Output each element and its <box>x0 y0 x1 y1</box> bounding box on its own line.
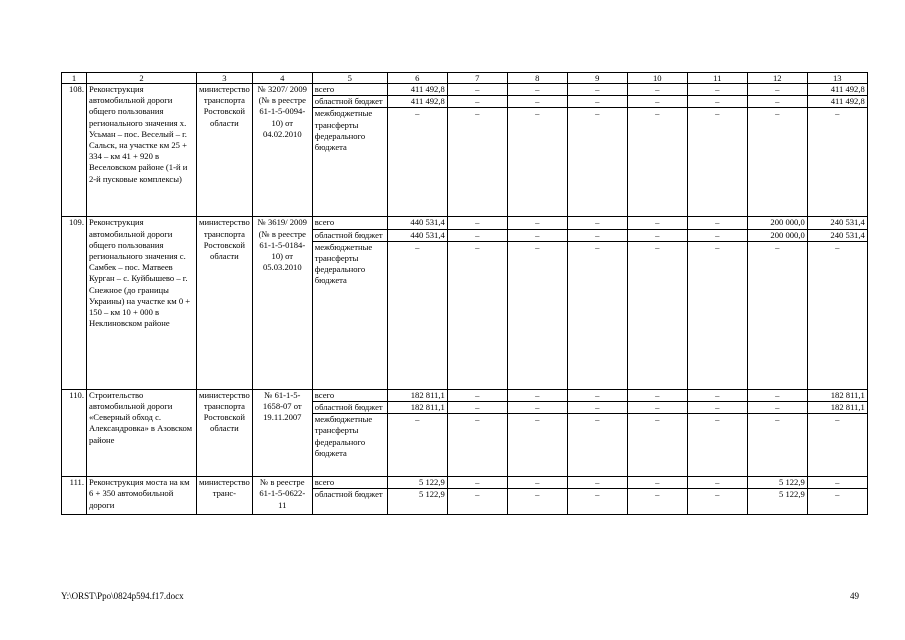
row-number: 110. <box>62 389 87 476</box>
project-name: Реконструкция моста на км 6 + 350 автомобильной дороги <box>87 477 197 515</box>
funding-value: 411 492,8 <box>807 84 867 96</box>
funding-value: – <box>687 96 747 108</box>
funding-value: – <box>627 389 687 401</box>
customer: министерство транс- <box>197 477 253 515</box>
project-name: Реконструкция автомобильной дороги общего пользования регионального значения х. Усьман – пос. Веселый – г. Сальск, на участке км 25 + 334 – км 41 + 920 в Веселовском районе (1-й и 2-й пусковые комплексы) <box>87 84 197 217</box>
funding-value: – <box>507 96 567 108</box>
column-header: 1 <box>62 73 87 84</box>
table-row <box>62 84 868 96</box>
column-header: 12 <box>747 73 807 84</box>
funding-value: 182 811,1 <box>807 389 867 401</box>
funding-value: – <box>567 96 627 108</box>
column-header: 11 <box>687 73 747 84</box>
funding-value: – <box>447 84 507 96</box>
budget-table <box>61 72 868 515</box>
funding-source: областной бюджет <box>312 229 387 241</box>
funding-value: – <box>627 402 687 414</box>
column-header: 5 <box>312 73 387 84</box>
row-number: 109. <box>62 217 87 389</box>
funding-value: 182 811,1 <box>387 389 447 401</box>
column-header: 4 <box>252 73 312 84</box>
funding-value: – <box>747 108 807 217</box>
column-header: 10 <box>627 73 687 84</box>
funding-value: – <box>447 229 507 241</box>
funding-value: – <box>507 241 567 389</box>
funding-value: – <box>507 402 567 414</box>
funding-value: 440 531,4 <box>387 217 447 229</box>
funding-value: 5 122,9 <box>747 477 807 489</box>
funding-value: – <box>687 108 747 217</box>
customer: министерство транспорта Ростовской области <box>197 217 253 389</box>
funding-value: – <box>507 389 567 401</box>
funding-value: – <box>507 489 567 515</box>
funding-value: – <box>447 402 507 414</box>
funding-value: – <box>567 489 627 515</box>
funding-value: 200 000,0 <box>747 229 807 241</box>
funding-value: – <box>567 389 627 401</box>
funding-value: – <box>627 477 687 489</box>
funding-value: – <box>687 477 747 489</box>
funding-source: межбюджетные трансферты федерального бюджета <box>312 414 387 477</box>
funding-value: 411 492,8 <box>387 84 447 96</box>
funding-source: всего <box>312 217 387 229</box>
funding-value: – <box>387 414 447 477</box>
funding-value: – <box>387 108 447 217</box>
funding-value: – <box>567 241 627 389</box>
row-number: 111. <box>62 477 87 515</box>
funding-value: 200 000,0 <box>747 217 807 229</box>
funding-value: – <box>627 489 687 515</box>
funding-value: – <box>807 489 867 515</box>
registry-document: № 3619/ 2009 (№ в реестре 61-1-5-0184- 10) от 05.03.2010 <box>252 217 312 389</box>
funding-value: – <box>507 108 567 217</box>
funding-value: 240 531,4 <box>807 217 867 229</box>
funding-value: 182 811,1 <box>807 402 867 414</box>
funding-value: 440 531,4 <box>387 229 447 241</box>
funding-value: – <box>687 241 747 389</box>
funding-value: – <box>447 96 507 108</box>
funding-source: всего <box>312 84 387 96</box>
funding-value: – <box>567 477 627 489</box>
column-header: 9 <box>567 73 627 84</box>
funding-value: – <box>507 229 567 241</box>
funding-value: – <box>627 108 687 217</box>
funding-value: – <box>807 414 867 477</box>
funding-value: – <box>627 84 687 96</box>
page-number: 49 <box>850 591 859 601</box>
funding-value: – <box>747 402 807 414</box>
funding-value: – <box>747 96 807 108</box>
funding-value: – <box>507 477 567 489</box>
funding-value: – <box>447 108 507 217</box>
table-row <box>62 389 868 401</box>
funding-value: 240 531,4 <box>807 229 867 241</box>
funding-value: – <box>807 477 867 489</box>
table-header-row <box>62 73 868 84</box>
funding-value: – <box>687 217 747 229</box>
funding-value: – <box>747 241 807 389</box>
funding-value: – <box>447 241 507 389</box>
funding-value: – <box>447 414 507 477</box>
funding-value: 5 122,9 <box>747 489 807 515</box>
funding-value: 5 122,9 <box>387 489 447 515</box>
project-name: Строительство автомобильной дороги «Северный обход с. Александровка» в Азовском районе <box>87 389 197 476</box>
funding-value: – <box>687 84 747 96</box>
funding-value: – <box>507 84 567 96</box>
funding-value: – <box>567 84 627 96</box>
funding-source: областной бюджет <box>312 489 387 515</box>
funding-value: – <box>567 402 627 414</box>
column-header: 3 <box>197 73 253 84</box>
funding-value: – <box>567 217 627 229</box>
funding-value: – <box>447 477 507 489</box>
funding-value: 411 492,8 <box>387 96 447 108</box>
row-number: 108. <box>62 84 87 217</box>
funding-value: – <box>687 389 747 401</box>
column-header: 13 <box>807 73 867 84</box>
funding-value: – <box>567 229 627 241</box>
funding-value: – <box>687 414 747 477</box>
funding-value: – <box>627 229 687 241</box>
funding-value: – <box>567 108 627 217</box>
registry-document: № в реестре 61-1-5-0622- 11 <box>252 477 312 515</box>
funding-value: – <box>627 217 687 229</box>
funding-value: 182 811,1 <box>387 402 447 414</box>
funding-value: – <box>687 402 747 414</box>
funding-value: – <box>567 414 627 477</box>
funding-value: – <box>747 414 807 477</box>
column-header: 7 <box>447 73 507 84</box>
funding-source: областной бюджет <box>312 402 387 414</box>
funding-value: – <box>627 96 687 108</box>
project-name: Реконструкция автомобильной дороги общего пользования регионального значения с. Самбек – пос. Матвеев Курган – с. Куйбышево – г. Снежное (до границы Украины) на участке км 0 + 150 – км 10 + 000 в Неклиновском районе <box>87 217 197 389</box>
funding-value: – <box>687 229 747 241</box>
funding-value: 411 492,8 <box>807 96 867 108</box>
funding-value: – <box>507 217 567 229</box>
funding-value: – <box>747 84 807 96</box>
funding-value: – <box>627 241 687 389</box>
table-row <box>62 477 868 489</box>
funding-value: – <box>447 389 507 401</box>
funding-value: – <box>627 414 687 477</box>
funding-source: всего <box>312 477 387 489</box>
funding-source: межбюджетные трансферты федерального бюджета <box>312 241 387 389</box>
funding-value: – <box>747 389 807 401</box>
registry-document: № 61-1-5- 1658-07 от 19.11.2007 <box>252 389 312 476</box>
funding-value: – <box>807 241 867 389</box>
funding-value: – <box>507 414 567 477</box>
funding-source: всего <box>312 389 387 401</box>
registry-document: № 3207/ 2009 (№ в реестре 61-1-5-0094- 10) от 04.02.2010 <box>252 84 312 217</box>
funding-value: – <box>447 217 507 229</box>
funding-value: – <box>807 108 867 217</box>
footer-file-path: Y:\ORST\Ppo\0824p594.f17.docx <box>61 591 184 601</box>
funding-value: 5 122,9 <box>387 477 447 489</box>
funding-value: – <box>687 489 747 515</box>
column-header: 6 <box>387 73 447 84</box>
funding-source: межбюджетные трансферты федерального бюджета <box>312 108 387 217</box>
column-header: 2 <box>87 73 197 84</box>
customer: министерство транспорта Ростовской области <box>197 389 253 476</box>
table-row <box>62 217 868 229</box>
funding-source: областной бюджет <box>312 96 387 108</box>
customer: министерство транспорта Ростовской области <box>197 84 253 217</box>
column-header: 8 <box>507 73 567 84</box>
funding-value: – <box>447 489 507 515</box>
funding-value: – <box>387 241 447 389</box>
